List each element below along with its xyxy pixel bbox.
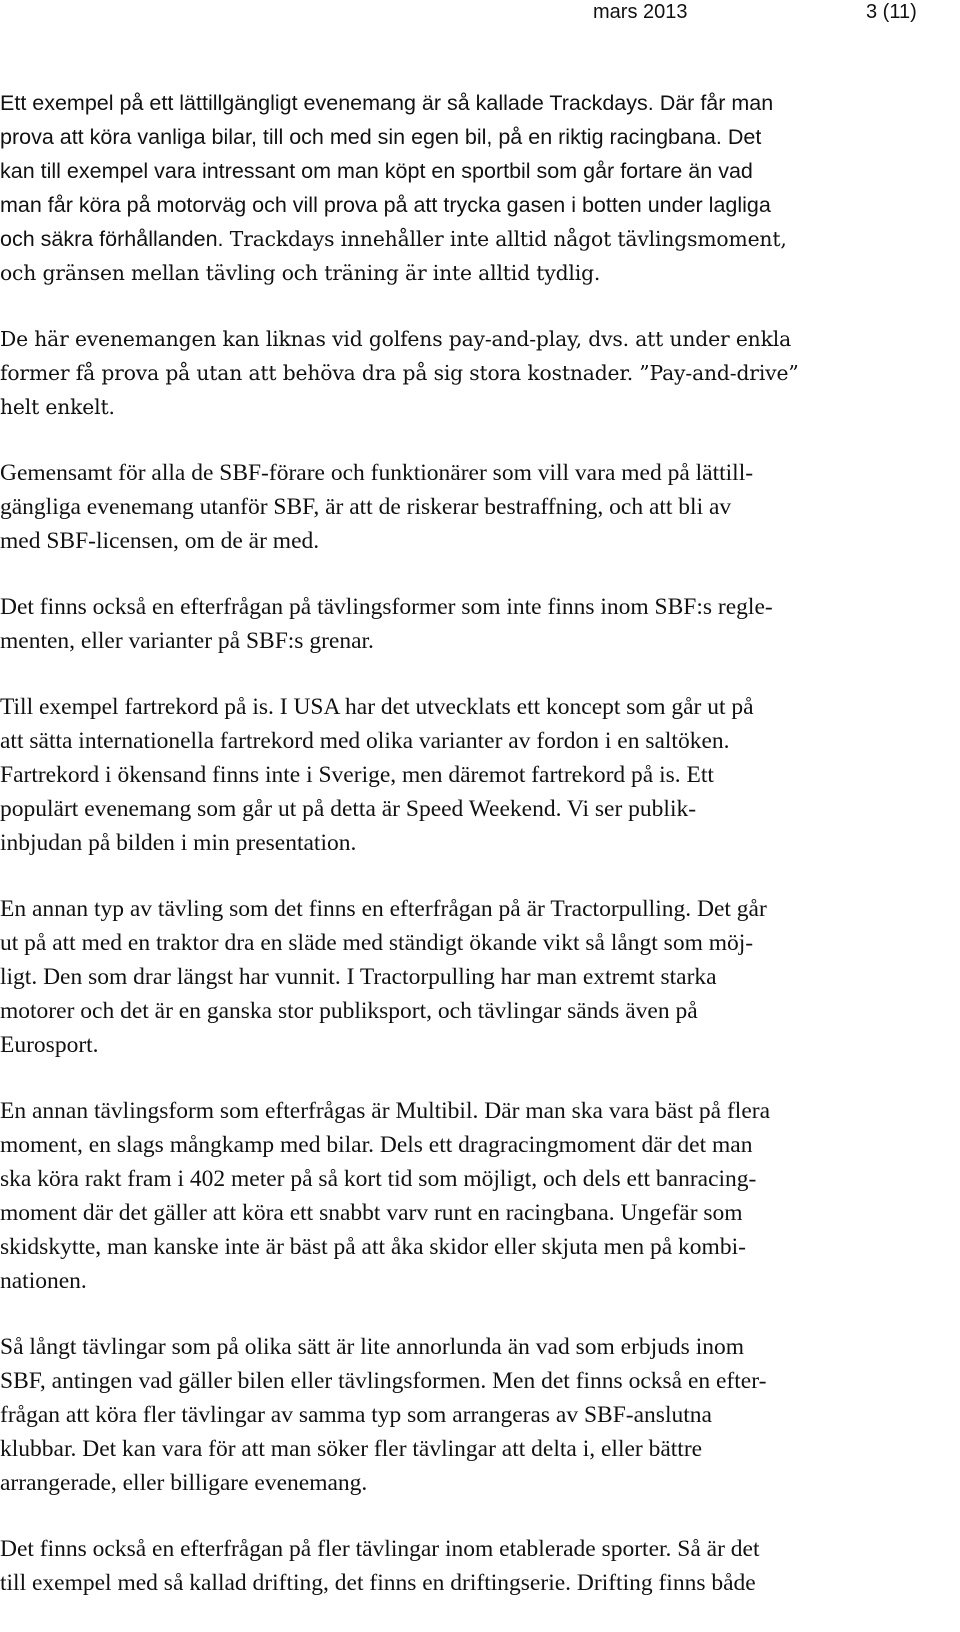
paragraph-fartrekord [0, 690, 950, 860]
text-line: moment där det gäller att köra ett snabbt varv runt en racingbana. Ungefär som [0, 1200, 743, 1226]
text-line: ut på att med en traktor dra en släde med ständigt ökande vikt så långt som möj- [0, 930, 754, 956]
text-line: frågan att köra fler tävlingar av samma typ som arrangeras av SBF-anslutna [0, 1402, 712, 1428]
text-line: En annan typ av tävling som det finns en efterfrågan på är Tractorpulling. Det går [0, 896, 767, 922]
text-line: klubbar. Det kan vara för att man söker fler tävlingar att delta i, eller bättre [0, 1436, 703, 1462]
paragraph-tractorpulling [0, 892, 950, 1062]
text-line: Gemensamt för alla de SBF-förare och funktionärer som vill vara med på lättill- [0, 460, 754, 486]
paragraph-pay-and-play [0, 322, 950, 424]
text-line: inbjudan på bilden i min presentation. [0, 830, 357, 856]
text-line [0, 222, 950, 256]
text-line: SBF, antingen vad gäller bilen eller tävlingsformen. Men det finns också en efter- [0, 1368, 767, 1394]
text-line: motorer och det är en ganska stor publiksport, och tävlingar sänds även på [0, 998, 698, 1024]
text-line: arrangerade, eller billigare evenemang. [0, 1470, 368, 1496]
text-line: populärt evenemang som går ut på detta är Speed Weekend. Vi ser publik- [0, 796, 697, 822]
document-body [0, 86, 950, 1632]
text-line: De här evenemangen kan liknas vid golfens pay-and-play, dvs. att under enkla [0, 327, 792, 351]
text-segment: och säkra förhållanden. [0, 227, 224, 251]
text-line: ligt. Den som drar längst har vunnit. I Tractorpulling har man extremt starka [0, 964, 717, 990]
paragraph-sa-langt [0, 1330, 950, 1500]
text-line: gängliga evenemang utanför SBF, är att de riskerar bestraffning, och att bli av [0, 494, 732, 520]
text-segment: Trackdays innehåller inte alltid något tävlingsmoment, [223, 227, 787, 251]
header-page-number: 3 (11) [866, 1, 917, 23]
text-line: moment, en slags mångkamp med bilar. Dels ett dragracingmoment där det man [0, 1132, 753, 1158]
text-line: skidskytte, man kanske inte är bäst på att åka skidor eller skjuta men på kombi- [0, 1234, 746, 1260]
text-line: helt enkelt. [0, 395, 115, 419]
text-line: En annan tävlingsform som efterfrågas är Multibil. Där man ska vara bäst på flera [0, 1098, 771, 1124]
text-line: med SBF-licensen, om de är med. [0, 528, 320, 554]
text-line: Så långt tävlingar som på olika sätt är lite annorlunda än vad som erbjuds inom [0, 1334, 745, 1360]
text-line: former få prova på utan att behöva dra på sig stora kostnader. ”Pay-and-drive” [0, 361, 799, 385]
text-line: ska köra rakt fram i 402 meter på så kort tid som möjligt, och dels ett banracing- [0, 1166, 757, 1192]
text-line: man får köra på motorväg och vill prova på att trycka gasen i botten under lagliga [0, 193, 771, 217]
text-line: Ett exempel på ett lättillgängligt evenemang är så kallade Trackdays. Där får man [0, 91, 774, 115]
paragraph-trackdays [0, 86, 950, 290]
header-date: mars 2013 [593, 1, 688, 23]
text-line: att sätta internationella fartrekord med olika varianter av fordon i en saltöken. [0, 728, 730, 754]
paragraph-tavlingsformer [0, 590, 950, 658]
paragraph-multibil [0, 1094, 950, 1298]
text-line: kan till exempel vara intressant om man köpt en sportbil som går fortare än vad [0, 159, 753, 183]
text-line: Det finns också en efterfrågan på fler tävlingar inom etablerade sporter. Så är det [0, 1536, 760, 1562]
text-line: till exempel med så kallad drifting, det finns en driftingserie. Drifting finns både [0, 1570, 756, 1596]
text-line: Till exempel fartrekord på is. I USA har det utvecklats ett koncept som går ut på [0, 694, 754, 720]
paragraph-drifting [0, 1532, 950, 1600]
text-line: Fartrekord i ökensand finns inte i Sverige, men däremot fartrekord på is. Ett [0, 762, 714, 788]
page-header [0, 0, 960, 28]
paragraph-gemensamt [0, 456, 950, 558]
text-line: Eurosport. [0, 1032, 99, 1058]
text-line: nationen. [0, 1268, 87, 1294]
text-line: menten, eller varianter på SBF:s grenar. [0, 628, 374, 654]
text-line: Det finns också en efterfrågan på tävlingsformer som inte finns inom SBF:s regle- [0, 594, 773, 620]
text-line: och gränsen mellan tävling och träning är inte alltid tydlig. [0, 261, 601, 285]
text-line: prova att köra vanliga bilar, till och med sin egen bil, på en riktig racingbana. Det [0, 125, 762, 149]
